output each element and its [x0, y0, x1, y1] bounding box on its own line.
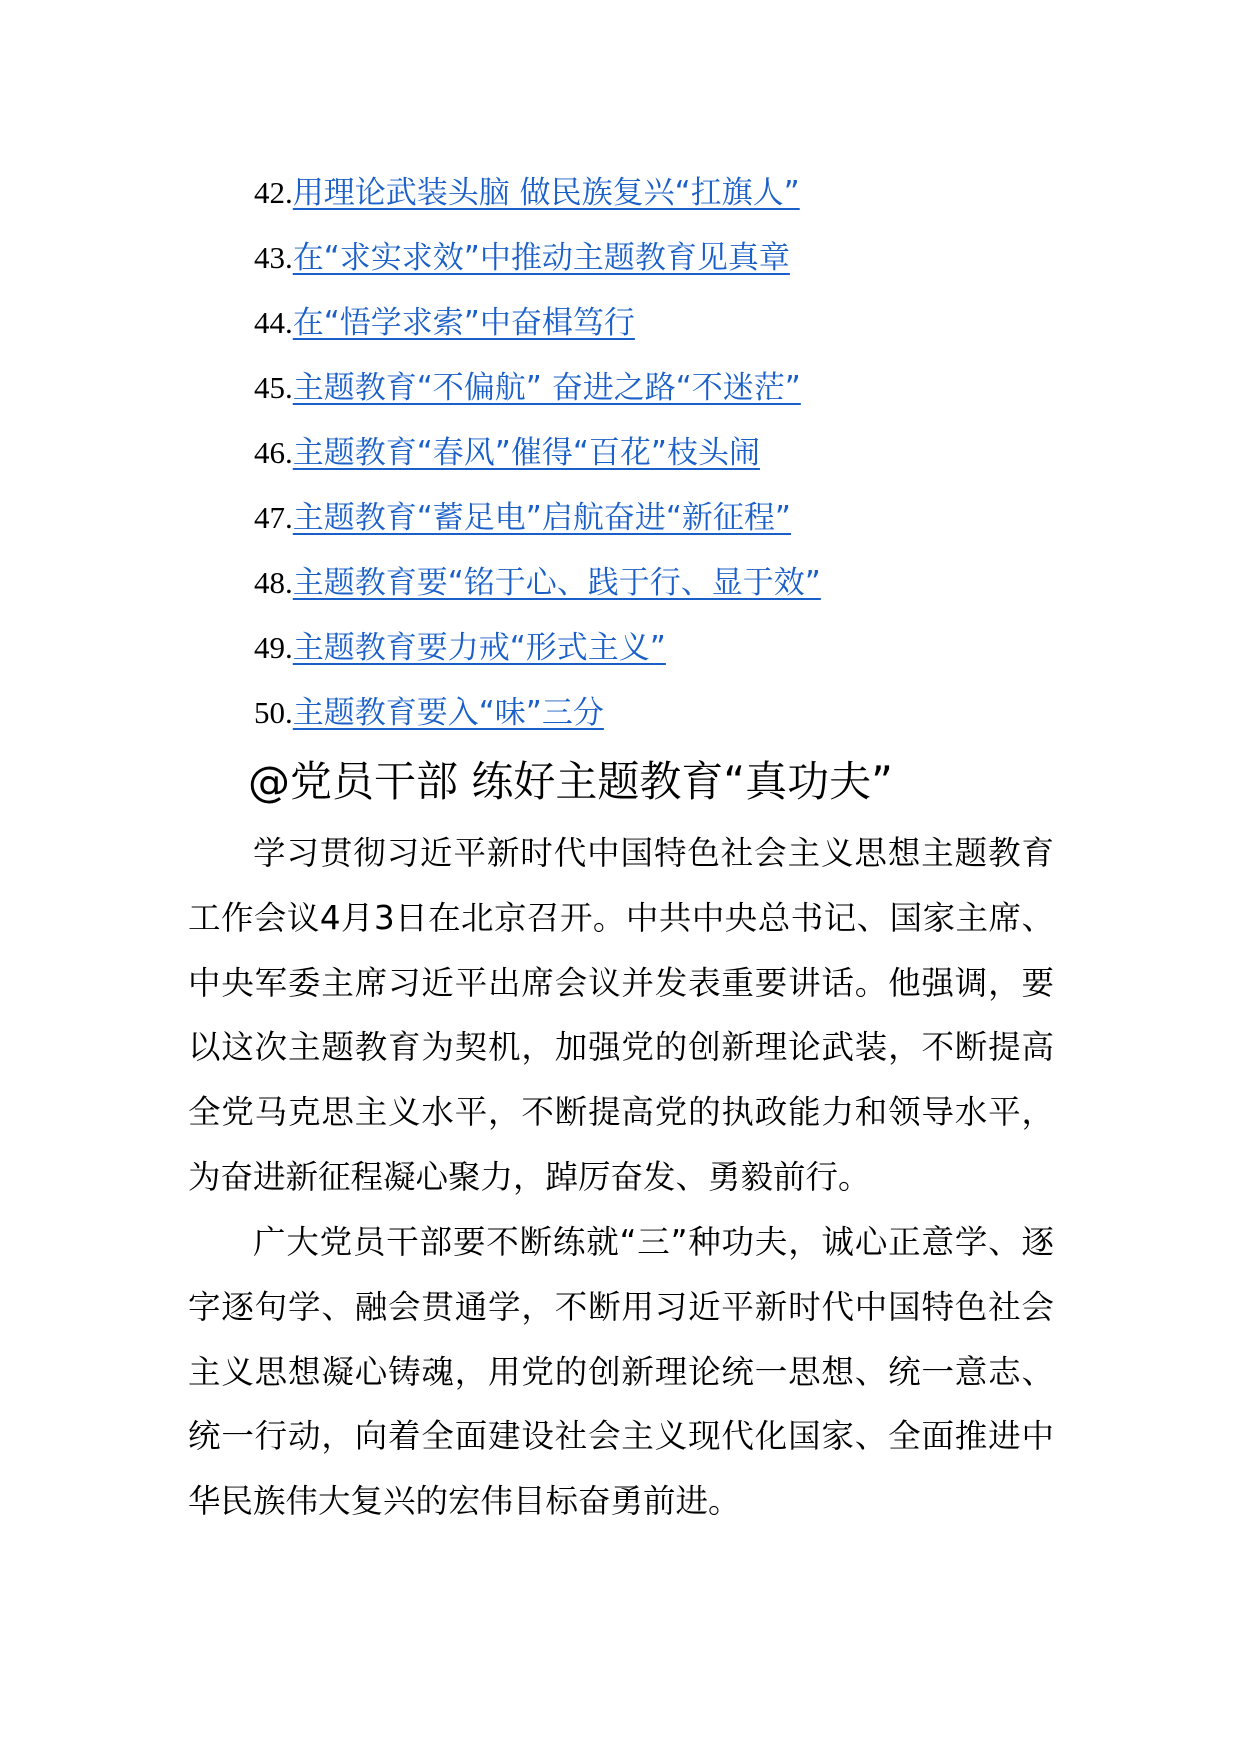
article-paragraph: 广大党员干部要不断练就“三”种功夫，诚心正意学、逐字逐句学、融会贯通学，不断用习近平新时代中国特色社会主义思想凝心铸魂，用党的创新理论统一思想、统一意志、统一行动，向着全面建设社会主义现代化国家、全面推进中华民族伟大复兴的宏伟目标奋勇前进。 — [188, 1223, 1054, 1521]
toc-number: 45. — [254, 370, 293, 405]
toc-link[interactable]: 主题教育“春风”催得“百花”枝头闹 — [292, 435, 760, 471]
toc-item — [254, 495, 821, 560]
toc-link[interactable]: 在“求实求效”中推动主题教育见真章 — [292, 240, 790, 276]
toc-number: 49. — [254, 630, 293, 665]
toc-item — [254, 235, 821, 300]
toc-item — [254, 430, 821, 495]
toc-link[interactable]: 主题教育要“铭于心、践于行、显于效” — [292, 565, 821, 601]
toc-number: 46. — [254, 435, 293, 470]
toc-number: 42. — [254, 175, 293, 210]
article-title: @党员干部 练好主题教育“真功夫” — [248, 757, 893, 806]
toc-item — [254, 560, 821, 625]
toc-number: 48. — [254, 565, 293, 600]
toc-item — [254, 625, 821, 690]
table-of-contents — [254, 170, 821, 755]
toc-item — [254, 300, 821, 365]
toc-link[interactable]: 在“悟学求索”中奋楫笃行 — [292, 305, 635, 341]
toc-link[interactable]: 主题教育要力戒“形式主义” — [292, 630, 666, 666]
toc-link[interactable]: 主题教育“不偏航” 奋进之路“不迷茫” — [292, 370, 801, 406]
toc-number: 44. — [254, 305, 293, 340]
toc-link[interactable]: 用理论武装头脑 做民族复兴“扛旗人” — [292, 175, 800, 211]
toc-link[interactable]: 主题教育“蓄足电”启航奋进“新征程” — [292, 500, 791, 536]
toc-link[interactable]: 主题教育要入“味”三分 — [292, 695, 604, 731]
toc-item — [254, 365, 821, 430]
toc-number: 47. — [254, 500, 293, 535]
toc-item — [254, 170, 821, 235]
article-paragraph: 学习贯彻习近平新时代中国特色社会主义思想主题教育工作会议4月3日在北京召开。中共中央总书记、国家主席、中央军委主席习近平出席会议并发表重要讲话。他强调，要以这次主题教育为契机，加强党的创新理论武装，不断提高全党马克思主义水平，不断提高党的执政能力和领导水平，为奋进新征程凝心聚力，踔厉奋发、勇毅前行。 — [188, 834, 1054, 1196]
toc-item — [254, 690, 821, 755]
toc-number: 43. — [254, 240, 293, 275]
toc-number: 50. — [254, 695, 293, 730]
